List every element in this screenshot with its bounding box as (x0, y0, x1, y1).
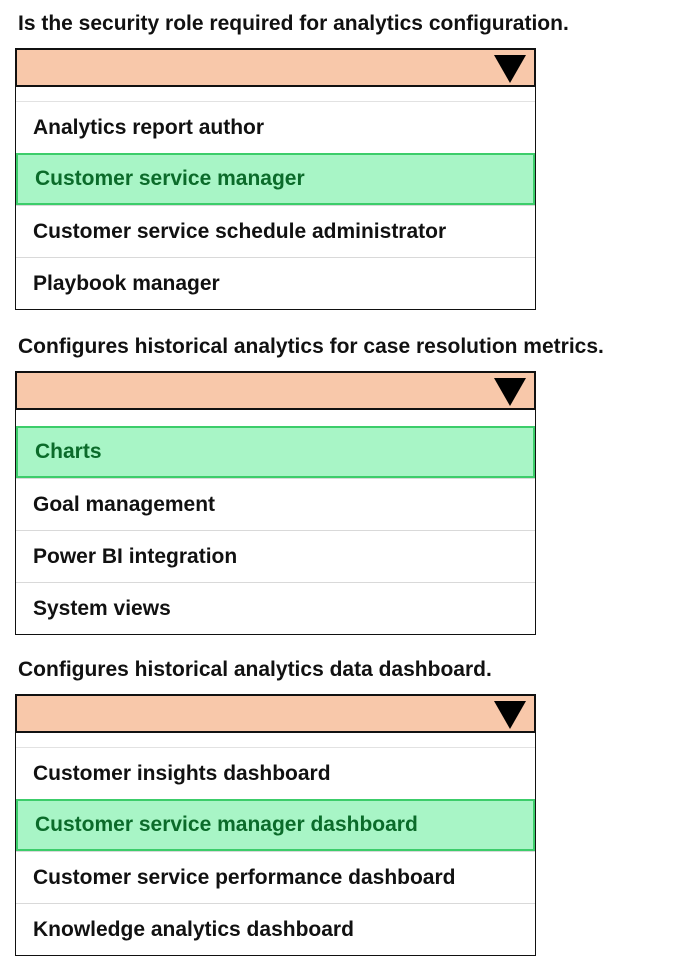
dropdown-2-header[interactable] (15, 371, 536, 410)
question-2-text: Configures historical analytics for case resolution metrics. (18, 335, 604, 358)
dropdown-3-option[interactable] (16, 903, 535, 955)
question-3-text: Configures historical analytics data dashboard. (18, 658, 492, 681)
option-label: Charts (35, 440, 102, 463)
option-label: Playbook manager (33, 271, 220, 295)
dropdown-3 (15, 694, 536, 956)
dropdown-3-option[interactable] (16, 747, 535, 799)
option-label: Customer insights dashboard (33, 761, 331, 785)
option-label: Goal management (33, 492, 216, 516)
dropdown-3-list (15, 733, 536, 956)
question-1-text: Is the security role required for analytics configuration. (18, 12, 569, 35)
option-label: Customer service manager dashboard (35, 813, 418, 836)
dropdown-3-option[interactable] (16, 851, 535, 903)
triangle-down-icon[interactable] (494, 378, 526, 406)
option-label: Analytics report author (33, 115, 265, 139)
triangle-down-icon[interactable] (494, 55, 526, 83)
option-label: Power BI integration (33, 544, 238, 568)
dropdown-3-option-selected[interactable] (16, 799, 535, 851)
option-label: Customer service performance dashboard (33, 865, 456, 889)
dropdown-1 (15, 48, 536, 310)
option-label: System views (33, 596, 171, 620)
dropdown-2-option[interactable] (16, 478, 535, 530)
dropdown-1-list (15, 87, 536, 310)
triangle-down-icon[interactable] (494, 701, 526, 729)
dropdown-3-header[interactable] (15, 694, 536, 733)
dropdown-2-option[interactable] (16, 530, 535, 582)
dropdown-1-header[interactable] (15, 48, 536, 87)
option-label: Customer service manager (35, 167, 305, 190)
dropdown-1-option[interactable] (16, 101, 535, 153)
option-label: Knowledge analytics dashboard (33, 917, 354, 941)
dropdown-1-option[interactable] (16, 205, 535, 257)
dropdown-1-option-selected[interactable] (16, 153, 535, 205)
dropdown-2-list (15, 410, 536, 635)
dropdown-2-option-selected[interactable] (16, 426, 535, 478)
dropdown-2 (15, 371, 536, 635)
dropdown-2-option[interactable] (16, 582, 535, 634)
option-label: Customer service schedule administrator (33, 219, 447, 243)
dropdown-1-option[interactable] (16, 257, 535, 309)
